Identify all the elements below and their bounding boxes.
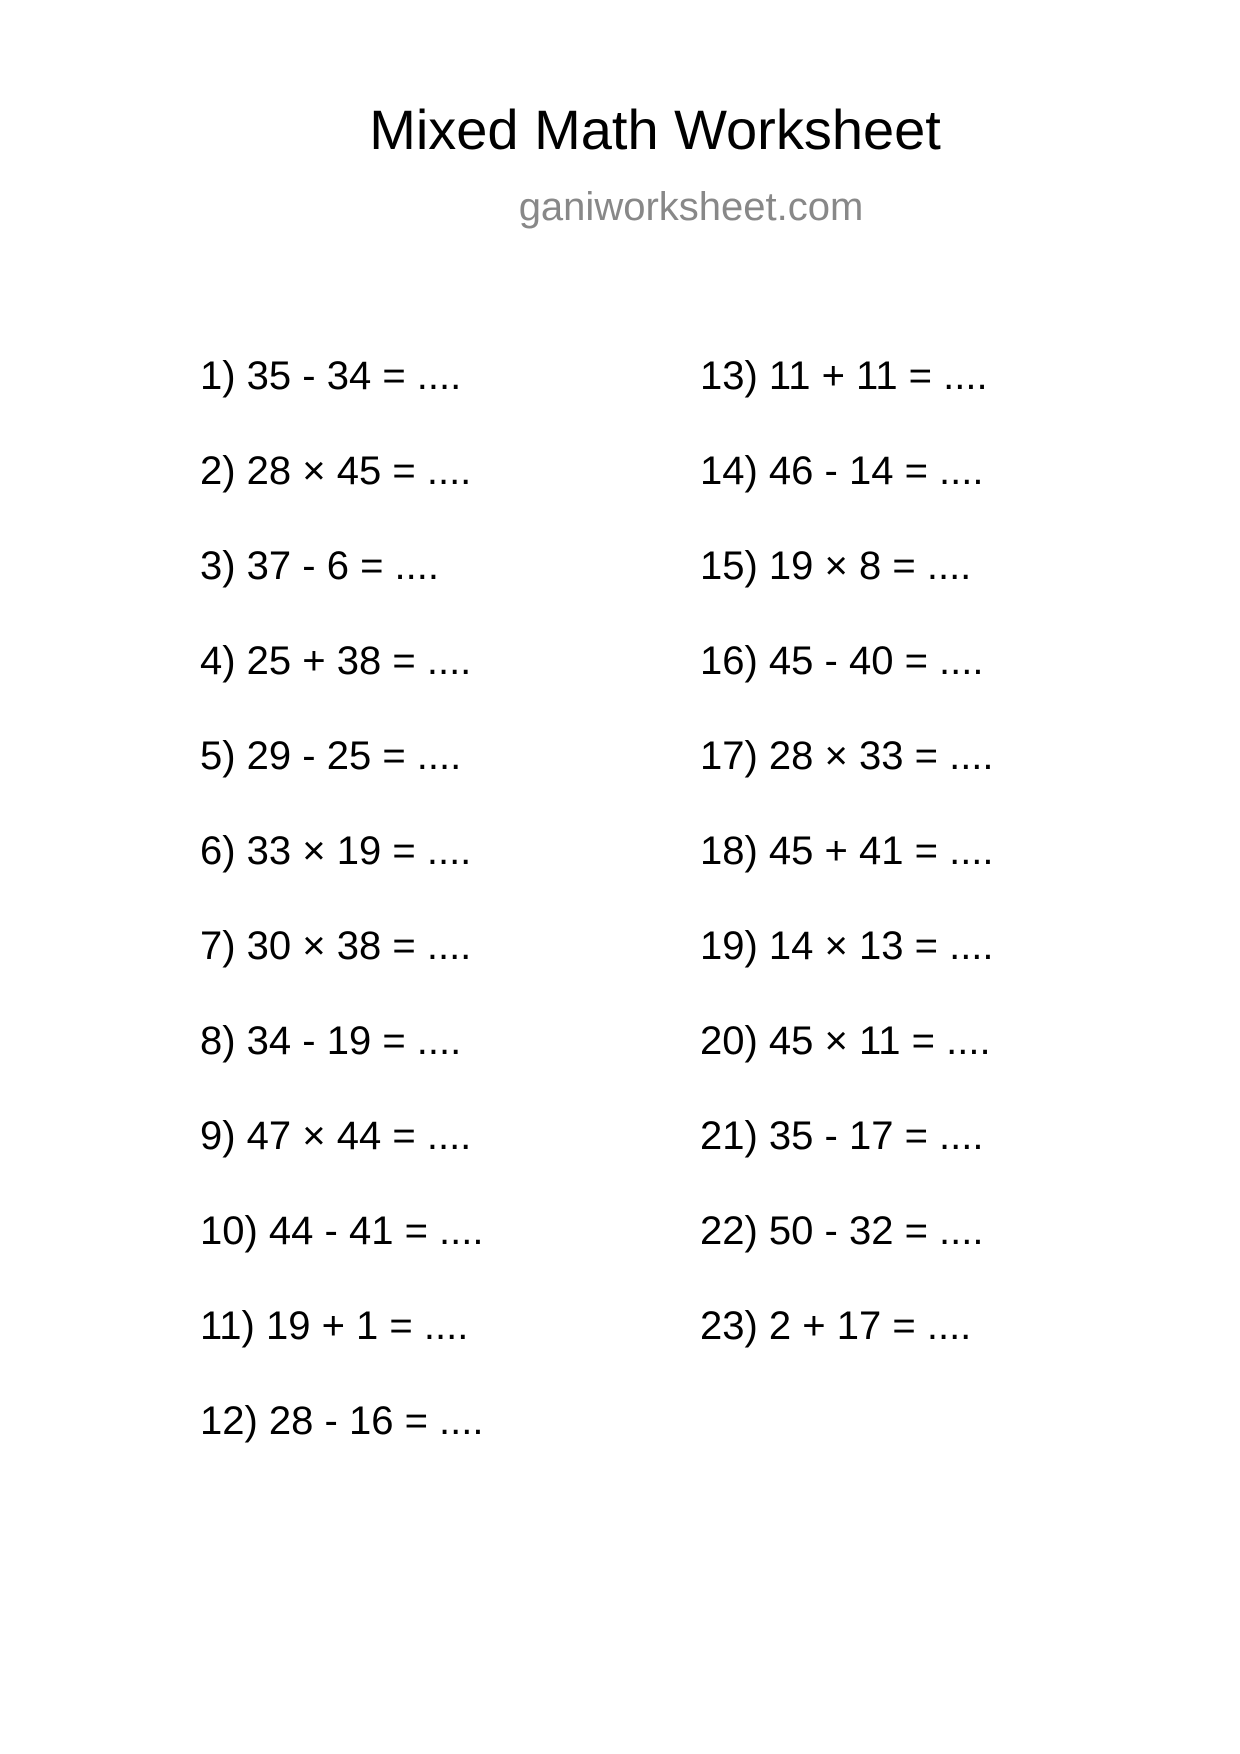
- math-problem: 16) 45 - 40 = ....: [700, 639, 984, 683]
- math-problem: 20) 45 × 11 = ....: [700, 1019, 991, 1063]
- math-problem: 23) 2 + 17 = ....: [700, 1304, 972, 1348]
- math-problem: 12) 28 - 16 = ....: [200, 1399, 484, 1443]
- worksheet-title: Mixed Math Worksheet: [369, 98, 941, 161]
- math-problem: 5) 29 - 25 = ....: [200, 734, 462, 778]
- math-problem: 13) 11 + 11 = ....: [700, 354, 988, 398]
- math-problem: 7) 30 × 38 = ....: [200, 924, 472, 968]
- math-problem: 14) 46 - 14 = ....: [700, 449, 984, 493]
- problem-column-left: [200, 352, 484, 1492]
- worksheet-source: ganiworksheet.com: [518, 185, 864, 229]
- math-problem: 2) 28 × 45 = ....: [200, 449, 472, 493]
- math-problem: 22) 50 - 32 = ....: [700, 1209, 984, 1253]
- math-problem: 6) 33 × 19 = ....: [200, 829, 472, 873]
- math-problem: 18) 45 + 41 = ....: [700, 829, 994, 873]
- math-problem: 10) 44 - 41 = ....: [200, 1209, 484, 1253]
- problem-column-right: [700, 352, 994, 1397]
- math-problem: 15) 19 × 8 = ....: [700, 544, 972, 588]
- math-problem: 17) 28 × 33 = ....: [700, 734, 994, 778]
- math-problem: 9) 47 × 44 = ....: [200, 1114, 472, 1158]
- math-problem: 1) 35 - 34 = ....: [200, 354, 462, 398]
- math-problem: 4) 25 + 38 = ....: [200, 639, 472, 683]
- math-problem: 11) 19 + 1 = ....: [200, 1304, 469, 1348]
- math-problem: 8) 34 - 19 = ....: [200, 1019, 462, 1063]
- math-problem: 19) 14 × 13 = ....: [700, 924, 994, 968]
- math-problem: 3) 37 - 6 = ....: [200, 544, 440, 588]
- math-problem: 21) 35 - 17 = ....: [700, 1114, 984, 1158]
